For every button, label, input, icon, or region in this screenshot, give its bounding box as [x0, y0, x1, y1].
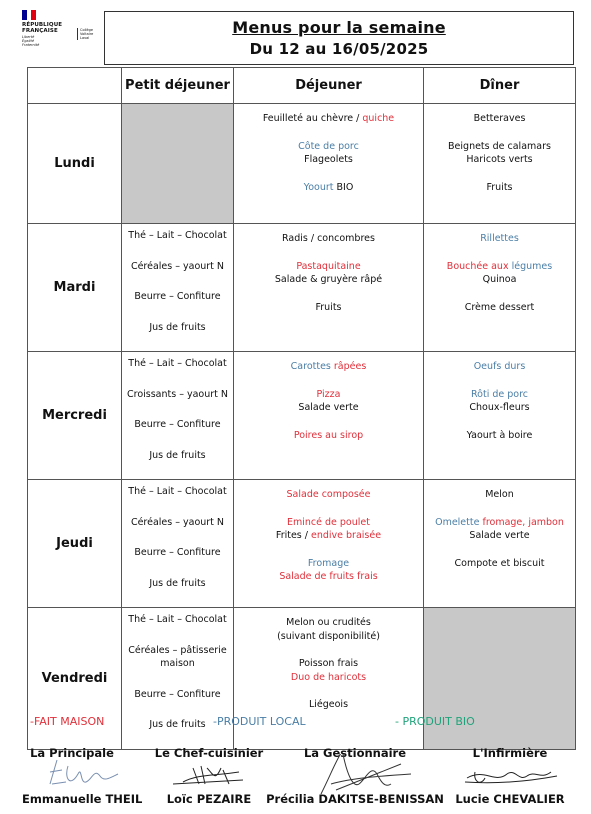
- dinner-cell: [424, 480, 576, 608]
- menu-item-text: Beignets de calamars: [448, 140, 551, 152]
- corner-cell: [28, 68, 122, 104]
- signature-principale: [22, 746, 143, 806]
- menu-body: [28, 104, 576, 750]
- menu-item: [234, 401, 423, 415]
- signature-role: La Principale: [30, 746, 114, 760]
- menu-item: [234, 671, 423, 685]
- menu-item: [234, 516, 423, 530]
- menu-item-text: Salade verte: [298, 402, 359, 413]
- legend-produit-bio: - PRODUIT BIO: [395, 715, 475, 728]
- menu-table: [27, 67, 576, 750]
- breakfast-cell: [122, 224, 234, 352]
- menu-item-text: Fromage: [307, 557, 350, 569]
- lunch-cell: [234, 352, 424, 480]
- dinner-cell: [424, 224, 576, 352]
- signature-gestionnaire: [261, 746, 449, 806]
- dinner-cell: [424, 352, 576, 480]
- menu-item-text: Betteraves: [473, 113, 526, 124]
- handwritten-signature-icon: [143, 754, 275, 794]
- menu-item: [424, 301, 575, 315]
- menu-item-text: Pastaquitaine: [296, 260, 361, 272]
- day-label: Mardi: [28, 224, 122, 352]
- signature-name: Lucie CHEVALIER: [455, 792, 565, 806]
- menu-item: [234, 273, 423, 287]
- menu-item-text: fromage, jambon: [482, 516, 564, 528]
- menu-item: [424, 140, 575, 154]
- menu-item-text: Flageolets: [304, 154, 353, 165]
- motto-line2: Égalité: [22, 39, 35, 43]
- menu-item-text: Haricots verts: [466, 154, 533, 165]
- menu-item-text: Yaourt à boire: [466, 429, 533, 441]
- day-label: Lundi: [28, 104, 122, 224]
- menu-item: [234, 181, 423, 195]
- day-row: [28, 224, 576, 352]
- day-label: Jeudi: [28, 480, 122, 608]
- signature-name: Précilia DAKITSE-BENISSAN: [266, 792, 444, 806]
- menu-item-text: Pizza: [316, 388, 341, 400]
- menu-item: Croissants – yaourt N: [126, 388, 229, 400]
- motto-line1: Liberté: [22, 35, 35, 39]
- menu-item: Beurre – Confiture: [134, 688, 221, 700]
- menu-item: [234, 529, 423, 543]
- french-flag-icon: [22, 10, 36, 20]
- menu-item: [234, 657, 423, 671]
- menu-item-text: Omelette: [435, 516, 483, 528]
- legend-fait-maison: -FAIT MAISON: [30, 715, 105, 728]
- menu-item-text: Yoourt: [303, 181, 334, 193]
- menu-item: Céréales – pâtisserie maison: [128, 644, 227, 669]
- menu-item: Jus de fruits: [149, 577, 206, 589]
- menu-item: [424, 181, 575, 195]
- menu-item-text: Emincé de poulet: [287, 516, 370, 528]
- dinner-cell: [424, 104, 576, 224]
- day-row: [28, 104, 576, 224]
- menu-item: [424, 529, 575, 543]
- menu-item: [424, 260, 575, 274]
- signature-role: L'Infirmière: [472, 746, 548, 760]
- menu-item-text: Radis / concombres: [282, 233, 375, 244]
- menu-item-text: Salade verte: [469, 530, 530, 541]
- menu-item: Céréales – yaourt N: [130, 516, 225, 528]
- menu-item-text: Liégeois: [308, 699, 349, 710]
- menu-item: [234, 388, 423, 402]
- col-header-breakfast: Petit déjeuner: [122, 68, 234, 104]
- signature-role: Le Chef-cuisinier: [154, 746, 264, 760]
- menu-item-text: Carottes: [290, 361, 334, 372]
- menu-item: Beurre – Confiture: [134, 291, 221, 302]
- menu-item-text: Salade de fruits frais: [279, 571, 378, 582]
- menu-item: Jus de fruits: [149, 719, 206, 730]
- menu-item-text: Feuilleté au chèvre /: [262, 113, 363, 124]
- logo-text-line2: FRANÇAISE: [22, 28, 58, 34]
- menu-item-text: Fruits: [486, 181, 513, 193]
- page-title: Menus pour la semaine: [232, 18, 446, 37]
- menu-item: Jus de fruits: [149, 449, 206, 461]
- menu-item: [424, 401, 575, 415]
- menu-item: [424, 557, 575, 571]
- handwritten-signature-icon: [22, 754, 122, 794]
- menu-item-text: Poisson frais: [298, 658, 359, 669]
- menu-item: [424, 232, 575, 246]
- menu-item: [424, 273, 575, 287]
- menu-item: [234, 153, 423, 167]
- menu-item-text: Salade composée: [286, 489, 371, 500]
- menu-item: Thé – Lait – Chocolat: [128, 614, 227, 625]
- menu-item-text: Rôti de porc: [470, 388, 529, 400]
- menu-item-text: quiche: [362, 113, 395, 124]
- lunch-cell: [234, 104, 424, 224]
- menu-item-text: Crème dessert: [464, 301, 535, 313]
- menu-item-text: râpées: [333, 361, 367, 372]
- menu-item: [234, 232, 423, 246]
- menu-item: Thé – Lait – Chocolat: [128, 486, 227, 497]
- menu-item: [234, 698, 423, 712]
- legend-produit-local: -PRODUIT LOCAL: [213, 715, 306, 728]
- menu-item-text: Rillettes: [480, 233, 519, 244]
- menu-item-text: (suivant disponibilité): [277, 630, 380, 642]
- menu-item: [234, 630, 423, 644]
- title-box: [104, 11, 574, 65]
- menu-item: Beurre – Confiture: [134, 547, 221, 558]
- menu-item-text: Côte de porc: [298, 140, 359, 152]
- menu-item: [234, 112, 423, 126]
- day-label: Vendredi: [28, 608, 122, 750]
- menu-item: [234, 570, 423, 584]
- signature-chef: [143, 746, 275, 806]
- menu-item: [234, 429, 423, 443]
- menu-item: [234, 360, 423, 374]
- menu-item: Jus de fruits: [149, 321, 206, 333]
- day-label: Mercredi: [28, 352, 122, 480]
- signature-role: La Gestionnaire: [303, 746, 407, 760]
- breakfast-cell: [122, 352, 234, 480]
- page-subtitle: Du 12 au 16/05/2025: [249, 40, 429, 58]
- menu-item: [234, 301, 423, 315]
- menu-item-text: Quinoa: [482, 274, 517, 285]
- menu-item-text: légumes: [511, 260, 553, 272]
- menu-item: Thé – Lait – Chocolat: [128, 230, 227, 241]
- menu-item-text: endive braisée: [311, 530, 382, 541]
- menu-item: [234, 140, 423, 154]
- signature-name: Loïc PEZAIRE: [166, 792, 252, 806]
- menu-item: [234, 260, 423, 274]
- menu-item-text: Compote et biscuit: [454, 557, 545, 569]
- college-label: Collège Voltaire Laval: [77, 28, 103, 40]
- menu-item: [424, 112, 575, 126]
- menu-item: [424, 388, 575, 402]
- menu-item-text: BIO: [333, 181, 354, 193]
- menu-item: [424, 488, 575, 502]
- menu-item: Thé – Lait – Chocolat: [128, 358, 227, 369]
- menu-item-text: Duo de haricots: [290, 671, 367, 683]
- signature-name: Emmanuelle THEIL: [22, 792, 143, 806]
- logo-text-line1: RÉPUBLIQUE: [22, 22, 63, 28]
- col-header-dinner: Dîner: [424, 68, 576, 104]
- menu-item-text: Oeufs durs: [473, 361, 526, 372]
- breakfast-cell: [122, 104, 234, 224]
- menu-item: Céréales – yaourt N: [130, 260, 225, 272]
- menu-item: [234, 488, 423, 502]
- handwritten-signature-icon: [455, 754, 565, 794]
- lunch-cell: [234, 224, 424, 352]
- menu-item: [424, 153, 575, 167]
- header-row: [28, 68, 576, 104]
- menu-item: [234, 616, 423, 630]
- motto-line3: Fraternité: [22, 43, 40, 47]
- breakfast-cell: [122, 480, 234, 608]
- day-row: [28, 480, 576, 608]
- menu-item: [234, 557, 423, 571]
- signature-infirmiere: [455, 746, 565, 806]
- menu-item-text: Melon: [485, 489, 514, 500]
- menu-item-text: Bouchée aux: [446, 260, 512, 272]
- menu-item: [424, 429, 575, 443]
- menu-item-text: Frites /: [275, 530, 311, 541]
- menu-item-text: Fruits: [315, 301, 342, 313]
- menu-item-text: Poires au sirop: [293, 429, 364, 441]
- menu-item: Beurre – Confiture: [134, 419, 221, 430]
- day-row: [28, 352, 576, 480]
- menu-item-text: Salade & gruyère râpé: [274, 274, 383, 285]
- col-header-lunch: Déjeuner: [234, 68, 424, 104]
- menu-item-text: Choux-fleurs: [469, 402, 530, 413]
- menu-item-text: Melon ou crudités: [286, 617, 371, 628]
- menu-item: [424, 360, 575, 374]
- menu-item: [424, 516, 575, 530]
- lunch-cell: [234, 480, 424, 608]
